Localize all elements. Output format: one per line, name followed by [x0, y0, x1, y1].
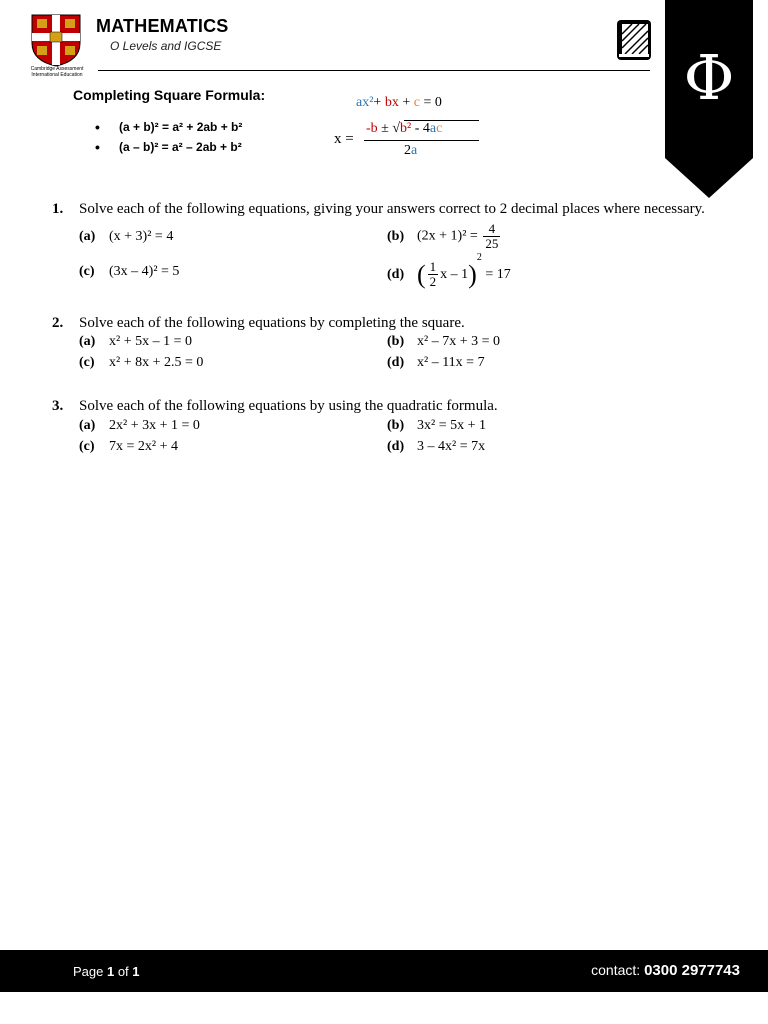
b-term: bx	[384, 95, 399, 110]
radical-bar	[404, 120, 479, 121]
subject-title: MATHEMATICS	[96, 16, 229, 36]
quadratic-equation: ax²+ bx + c = 0	[356, 95, 442, 110]
question-text: Solve each of the following equations by completing the square.	[79, 315, 465, 331]
fraction-bar	[364, 140, 479, 141]
question-part: (c) (3x – 4)² = 5	[79, 264, 180, 279]
question-number: 3.	[52, 398, 64, 414]
fraction: $\frac{4}{25}$	[485, 221, 499, 251]
root-sign: √	[392, 121, 401, 136]
book-icon	[616, 19, 652, 61]
question-part: (a) 2x² + 3x + 1 = 0	[79, 418, 200, 433]
question-part: (b) (2x + 1)² = $\frac{4}{25}$	[387, 221, 499, 251]
logo-caption-line2: International Education	[31, 72, 83, 78]
question-part: (b) x² – 7x + 3 = 0	[387, 334, 500, 349]
identity-item: • (a – b)² = a² – 2ab + b²	[95, 137, 242, 157]
formula-title: Completing Square Formula:	[73, 87, 266, 103]
question-text: Solve each of the following equations, giving your answers correct to 2 decimal places where necessary.	[79, 201, 705, 217]
phi-symbol: Φ	[683, 41, 735, 114]
question-part: (a) x² + 5x – 1 = 0	[79, 334, 192, 349]
question-part: (b) 3x² = 5x + 1	[387, 418, 486, 433]
question-text: Solve each of the following equations by using the quadratic formula.	[79, 398, 498, 414]
contact-number: 0300 2977743	[644, 962, 740, 979]
question-part: (d) x² – 11x = 7	[387, 355, 485, 370]
contact-info: contact: 0300 2977743	[591, 962, 740, 979]
question-number: 1.	[52, 201, 64, 217]
fraction: $\frac{1}{2}$	[429, 259, 437, 290]
page-indicator: Page 1 of 1	[73, 964, 140, 979]
identity-list	[95, 117, 242, 157]
formula-x: x =	[334, 131, 354, 147]
logo-caption-line1: Cambridge Assessment	[30, 66, 84, 72]
question-part: (d) 3 – 4x² = 7x	[387, 439, 486, 454]
identity-item: • (a + b)² = a² + 2ab + b²	[95, 117, 242, 137]
question-number: 2.	[52, 315, 64, 331]
level-subtitle: O Levels and IGCSE	[110, 39, 222, 53]
formula-denominator: 2a	[404, 143, 418, 158]
c-term: c	[413, 95, 420, 110]
header-divider	[98, 70, 650, 71]
logo-caption	[22, 66, 92, 78]
question-part: (a) (x + 3)² = 4	[79, 229, 174, 244]
page-footer	[0, 950, 768, 992]
question-part: (d) ( $\frac{1}{2}$ x – 1)$^2$ = 17	[387, 252, 511, 290]
question-part: (c) x² + 8x + 2.5 = 0	[79, 355, 204, 370]
cambridge-crest-logo	[30, 13, 82, 67]
question-part: (c) 7x = 2x² + 4	[79, 439, 178, 454]
formula-numerator: -b ± √b² - 4ac	[366, 121, 443, 136]
a-term: ax²	[356, 95, 374, 110]
